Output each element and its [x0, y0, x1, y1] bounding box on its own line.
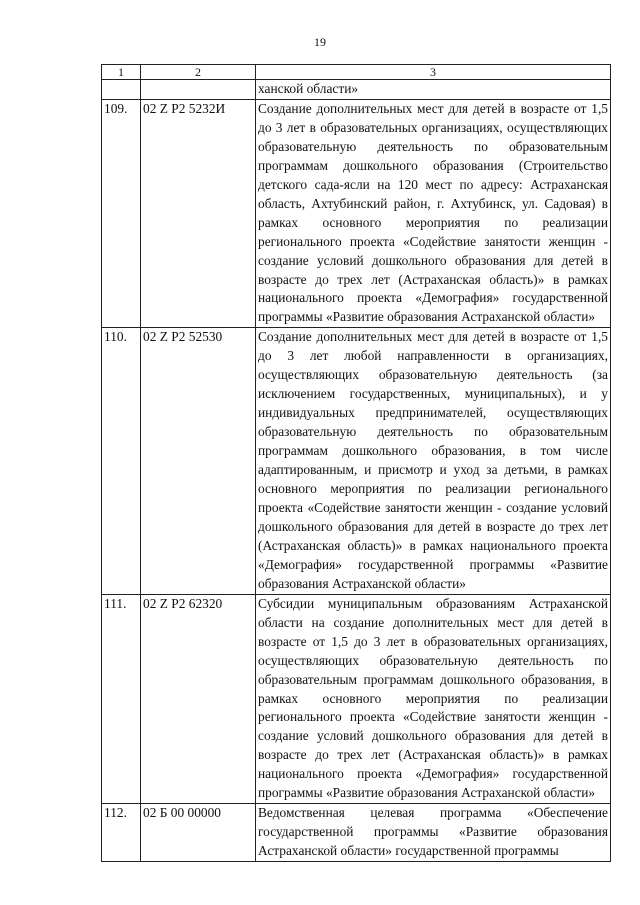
row-text-cell: Ведомственная целевая программа «Обеспечение государственной программы «Развитие образования Астраханской области» государственной программы — [256, 804, 611, 862]
header-col-2: 2 — [141, 65, 256, 80]
row-number-cell: 111. — [102, 594, 141, 803]
header-col-3: 3 — [256, 65, 611, 80]
header-col-1: 1 — [102, 65, 141, 80]
row-code-cell: 02 Z P2 62320 — [141, 594, 256, 803]
table-row — [102, 804, 611, 862]
row-code-cell: 02 Z P2 52530 — [141, 328, 256, 594]
row-number-cell: 109. — [102, 99, 141, 327]
page-number: 19 — [314, 35, 326, 49]
table-row — [102, 328, 611, 594]
row-text-cell: Субсидии муниципальным образованиям Астраханской области на создание дополнительных мест для детей в возрасте от 1,5 до 3 лет в образовательных организациях, осуществляющих образовательную деятельность по образовательным программам дошкольного образования, в рамках основного мероприятия по реализации регионального проекта «Содействие занятости женщин - создание условий дошкольного образования для детей в возрасте до трех лет (Астраханская область)» в рамках национального проекта «Демография» государственной программы «Развитие образования Астраханской области» — [256, 594, 611, 803]
row-text-cell: Создание дополнительных мест для детей в возрасте от 1,5 до 3 лет в образовательных организациях, осуществляющих образовательную деятельность по образовательным программам дошкольного образования (Строительство детского сада-ясли на 120 мест по адресу: Астраханская область, Ахтубинский район, г. Ахтубинск, ул. Садовая) в рамках основного мероприятия по реализации регионального проекта «Содействие занятости женщин - создание условий дошкольного образования для детей в возрасте до трех лет (Астраханская область)» в рамках национального проекта «Демография» государственной программы «Развитие образования Астраханской области» — [256, 99, 611, 327]
row-number-cell — [102, 80, 141, 100]
row-code-cell: 02 Б 00 00000 — [141, 804, 256, 862]
row-code-cell — [141, 80, 256, 100]
row-number-cell: 112. — [102, 804, 141, 862]
table-header-row — [102, 65, 611, 80]
table-row — [102, 99, 611, 327]
row-code-cell: 02 Z P2 5232И — [141, 99, 256, 327]
table-row-continuation — [102, 80, 611, 100]
row-text-cell: Создание дополнительных мест для детей в возрасте от 1,5 до 3 лет любой направленности в организациях, осуществляющих образовательную деятельность (за исключением государственных, муниципальных), и у индивидуальных предпринимателей, осуществляющих образовательную деятельность по образовательным программам дошкольного образования, в том числе адаптированным, и присмотр и уход за детьми, в рамках основного мероприятия по реализации регионального проекта «Содействие занятости женщин - создание условий дошкольного образования для детей в возрасте до трех лет (Астраханская область)» в рамках национального проекта «Демография» государственной программы «Развитие образования Астраханской области» — [256, 328, 611, 594]
row-number-cell: 110. — [102, 328, 141, 594]
row-text-cell: ханской области» — [256, 80, 611, 100]
table-row — [102, 594, 611, 803]
budget-classification-table — [101, 64, 611, 862]
